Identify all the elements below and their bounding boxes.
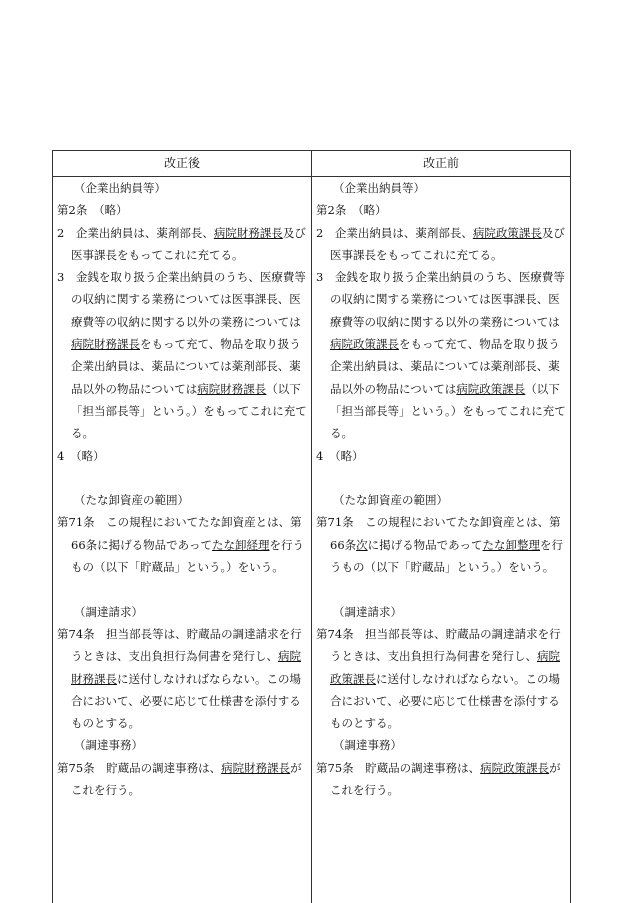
article-2-para-3: 3 金銭を取り扱う企業出納員のうち、医療費等の収納に関する業務については医事課長、医療費等の収納に関する以外の業務については病院財務課長をもって充て、物品を取り扱う企業出納員は、薬品については薬剤部長、薬品以外の物品については病院財務課長（以下「担当部長等」という。）をもってこれに充てる。 [57, 270, 307, 441]
column-after [53, 177, 312, 903]
amended-text: 病院財務課長 [71, 337, 140, 352]
article-71: 第71条 この規程においてたな卸資産とは、第66条に掲げる物品であってたな卸経理を行うもの（以下「貯蔵品」という。）をいう。 [57, 515, 305, 575]
amended-text: 病院財務課長 [197, 381, 267, 396]
article-75: 第75条 貯蔵品の調達事務は、病院政策課長がこれを行う。 [316, 760, 561, 798]
section-title: （企業出納員等） [333, 181, 425, 195]
article-2-para-2: 2 企業出納員は、薬剤部長、病院財務課長及び医事課長をもってこれに充てる。 [57, 225, 306, 262]
article-2-para-2: 2 企業出納員は、薬剤部長、病院政策課長及び医事課長をもってこれに充てる。 [316, 225, 565, 262]
article-74: 第74条 担当部長等は、貯蔵品の調達請求を行うときは、支出負担行為伺書を発行し、病院政策課長に送付しなければならない。この場合において、必要に応じて仕様書を添付するものとする。 [316, 626, 561, 731]
article-2-para-4: 4 （略） [57, 448, 105, 463]
section-title: （調達事務） [74, 738, 143, 753]
table-header [53, 151, 570, 177]
amended-text: たな卸整理 [482, 537, 541, 552]
amended-text: 次 [356, 537, 368, 552]
section-title: （調達請求） [333, 604, 402, 619]
comparison-table [52, 150, 571, 903]
article-2: 第2条 （略） [57, 203, 128, 218]
section-title: （調達事務） [333, 738, 402, 753]
article-74: 第74条 担当部長等は、貯蔵品の調達請求を行うときは、支出負担行為伺書を発行し、病院財務課長に送付しなければならない。この場合において、必要に応じて仕様書を添付するものとする。 [57, 626, 302, 731]
article-2-para-4: 4 （略） [316, 448, 364, 463]
amended-text: 病院政策課長 [330, 649, 560, 686]
article-2-para-3: 3 金銭を取り扱う企業出納員のうち、医療費等の収納に関する業務については医事課長、医療費等の収納に関する以外の業務については病院政策課長をもって充て、物品を取り扱う企業出納員は、薬品については薬剤部長、薬品以外の物品については病院政策課長（以下「担当部長等」という。）をもってこれに充てる。 [316, 270, 566, 441]
amended-text: 病院政策課長 [472, 225, 542, 240]
article-71: 第71条 この規程においてたな卸資産とは、第66条次に掲げる物品であってたな卸整理を行うもの（以下「貯蔵品」という。）をいう。 [316, 515, 564, 575]
amended-text: 病院政策課長 [480, 760, 550, 775]
section-title: （たな卸資産の範囲） [74, 493, 189, 508]
amended-text: 病院政策課長 [330, 337, 399, 352]
header-before: 改正前 [422, 156, 459, 170]
table-body [53, 177, 570, 903]
amended-text: 病院財務課長 [221, 760, 291, 775]
article-2: 第2条 （略） [316, 203, 387, 218]
article-75: 第75条 貯蔵品の調達事務は、病院財務課長がこれを行う。 [57, 760, 302, 798]
amended-text: 病院財務課長 [71, 649, 301, 686]
amended-text: 病院政策課長 [456, 381, 526, 396]
section-title: （調達請求） [74, 604, 143, 619]
amended-text: 病院財務課長 [213, 225, 283, 240]
amended-text: たな卸経理 [212, 537, 270, 552]
header-after: 改正後 [53, 151, 312, 176]
column-before [312, 177, 570, 903]
section-title: （たな卸資産の範囲） [333, 493, 448, 508]
section-title: （企業出納員等） [74, 181, 166, 195]
